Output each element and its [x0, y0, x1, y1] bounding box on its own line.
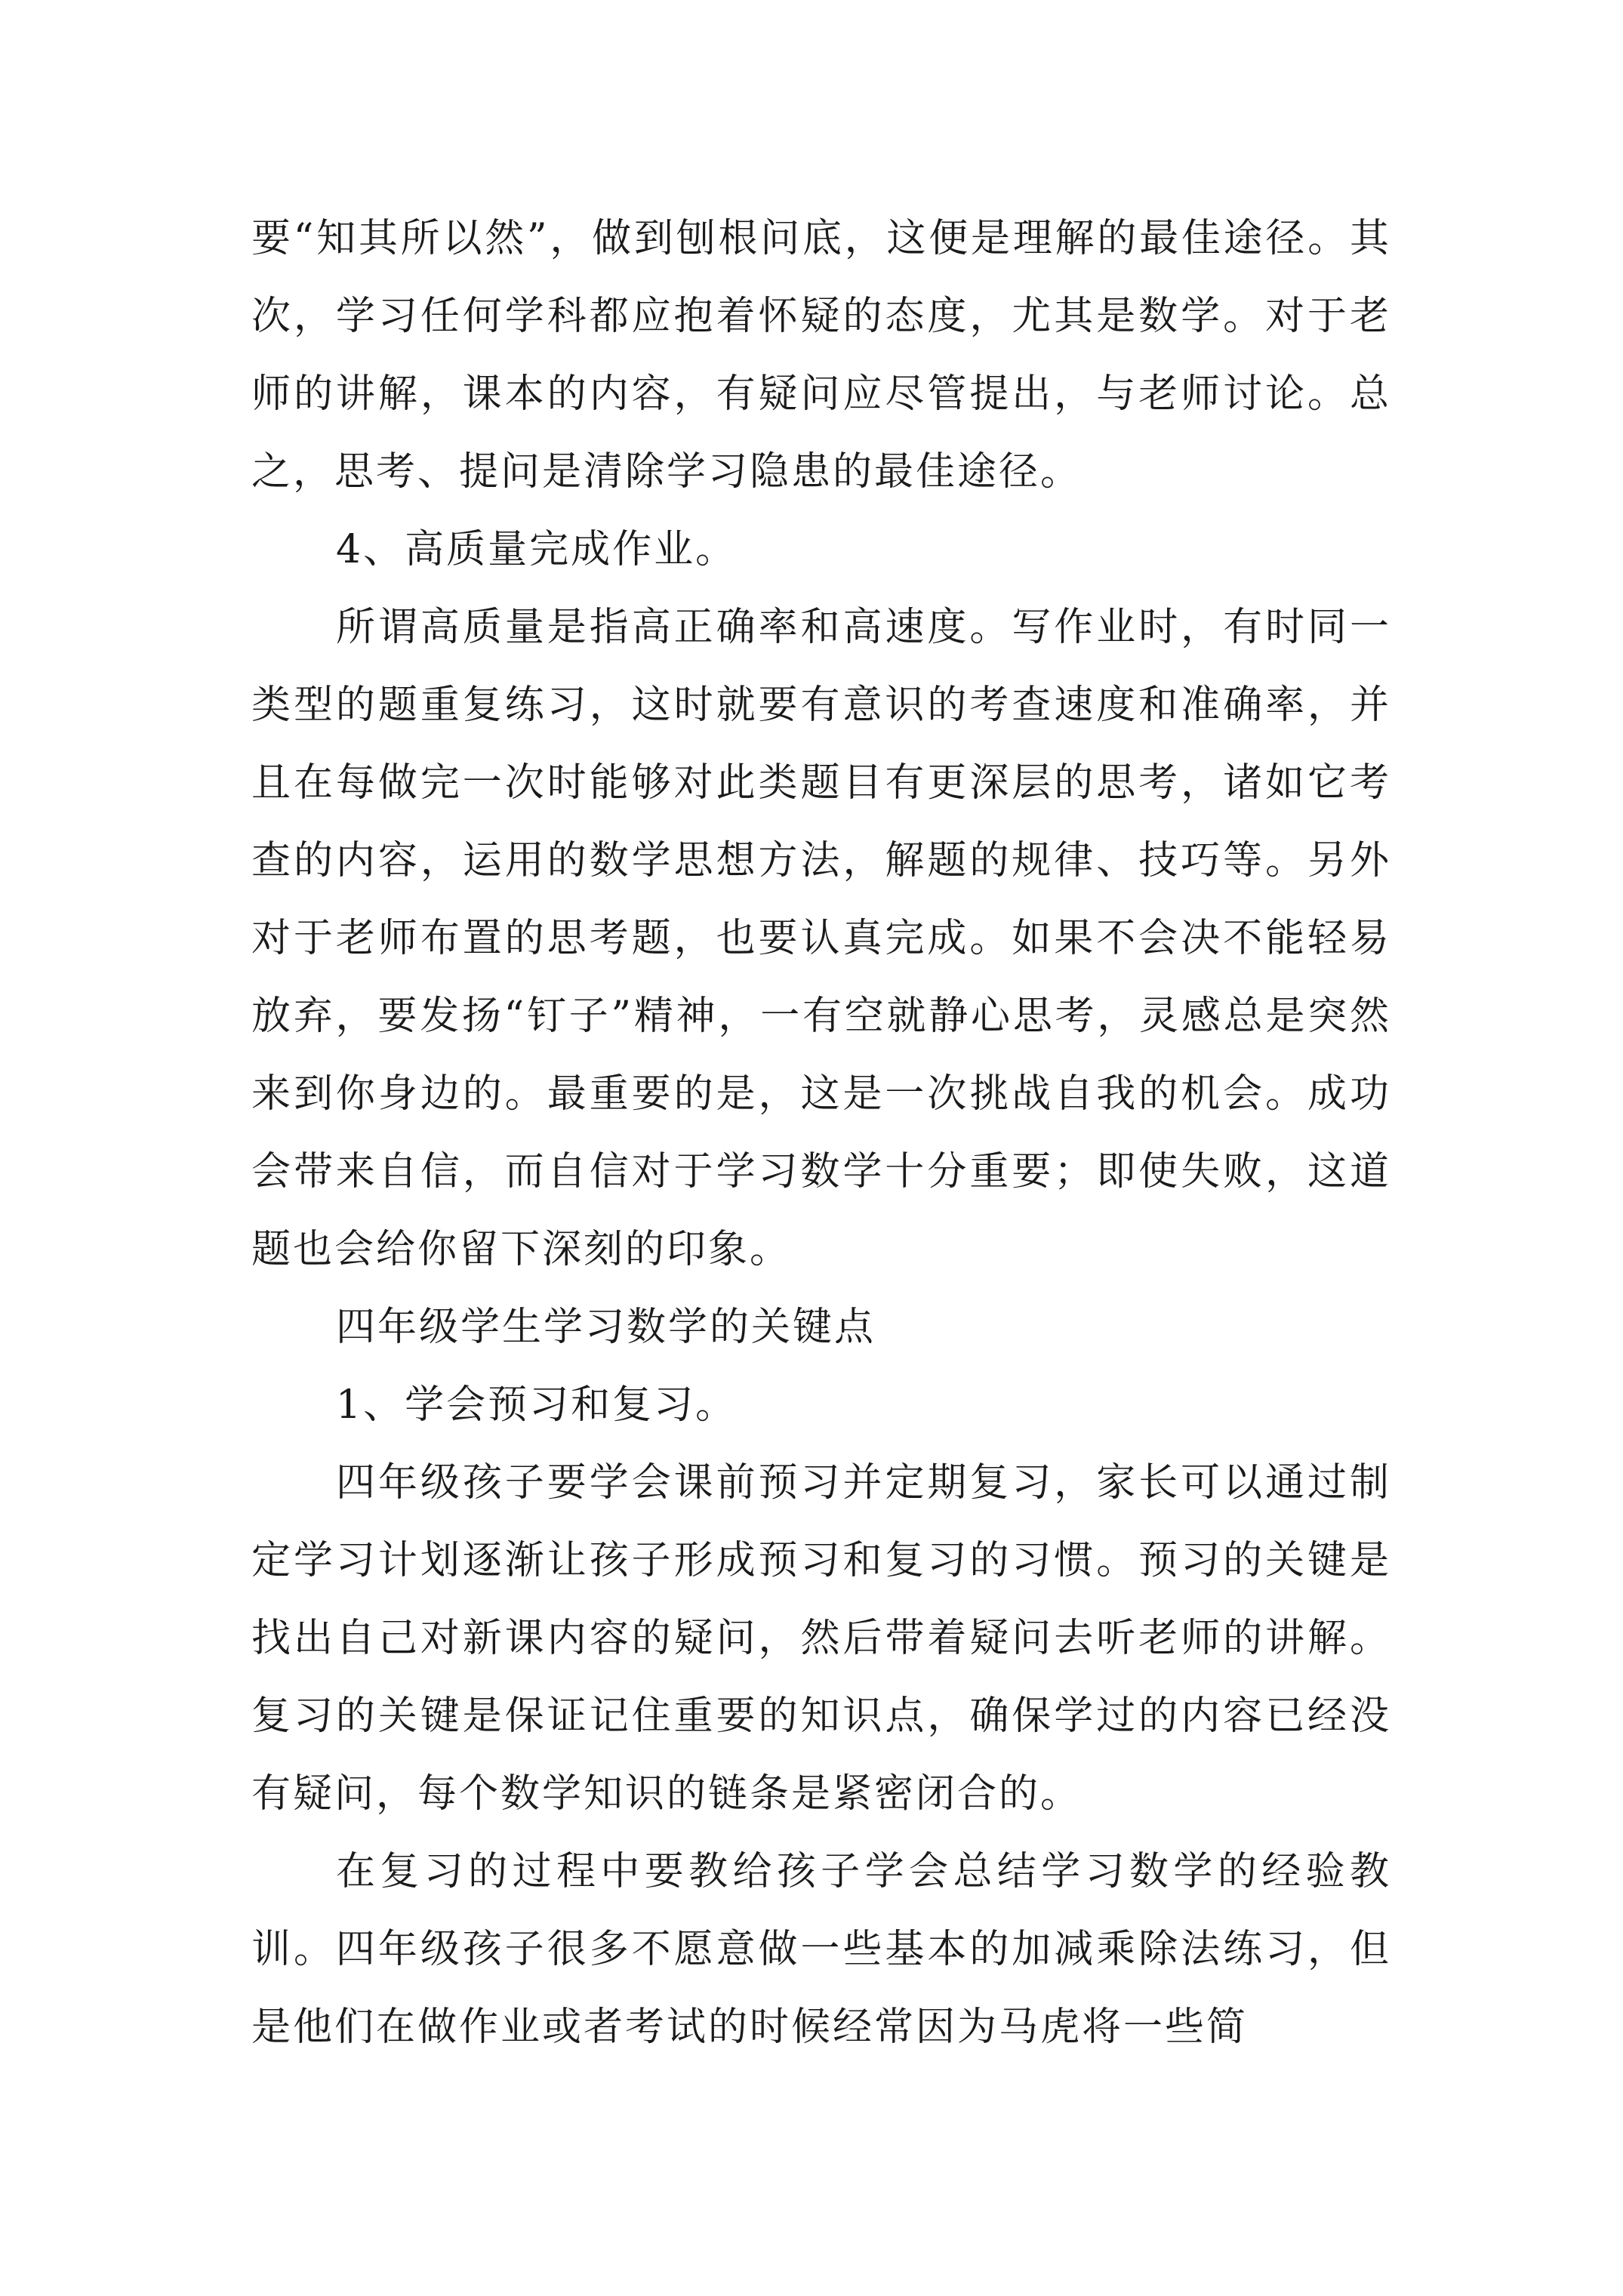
document-body	[251, 200, 1391, 2066]
paragraph-summarize-lessons: 在复习的过程中要教给孩子学会总结学习数学的经验教训。四年级孩子很多不愿意做一些基本的加减乘除法练习，但是他们在做作业或者考试的时候经常因为马虎将一些简	[251, 1849, 1391, 2050]
paragraph-preview-review: 四年级孩子要学会课前预习并定期复习，家长可以通过制定学习计划逐渐让孩子形成预习和复习的习惯。预习的关键是找出自己对新课内容的疑问，然后带着疑问去听老师的讲解。复习的关键是保证记住重要的知识点，确保学过的内容已经没有疑问，每个数学知识的链条是紧密闭合的。	[251, 1460, 1391, 1817]
heading-quality-homework: 4、高质量完成作业。	[336, 527, 738, 572]
heading-grade-four-keypoints: 四年级学生学习数学的关键点	[336, 1305, 876, 1350]
heading-preview-review: 1、学会预习和复习。	[336, 1382, 738, 1428]
paragraph-quality-homework: 所谓高质量是指高正确率和高速度。写作业时，有时同一类型的题重复练习，这时就要有意识的考查速度和准确率，并且在每做完一次时能够对此类题目有更深层的思考，诸如它考查的内容，运用的数学思想方法，解题的规律、技巧等。另外对于老师布置的思考题，也要认真完成。如果不会决不能轻易放弃，要发扬“钉子”精神，一有空就静心思考，灵感总是突然来到你身边的。最重要的是，这是一次挑战自我的机会。成功会带来自信，而自信对于学习数学十分重要；即使失败，这道题也会给你留下深刻的印象。	[251, 605, 1391, 1272]
paragraph-understanding: 要“知其所以然”，做到刨根问底，这便是理解的最佳途径。其次，学习任何学科都应抱着怀疑的态度，尤其是数学。对于老师的讲解，课本的内容，有疑问应尽管提出，与老师讨论。总之，思考、提问是清除学习隐患的最佳途径。	[251, 216, 1391, 495]
